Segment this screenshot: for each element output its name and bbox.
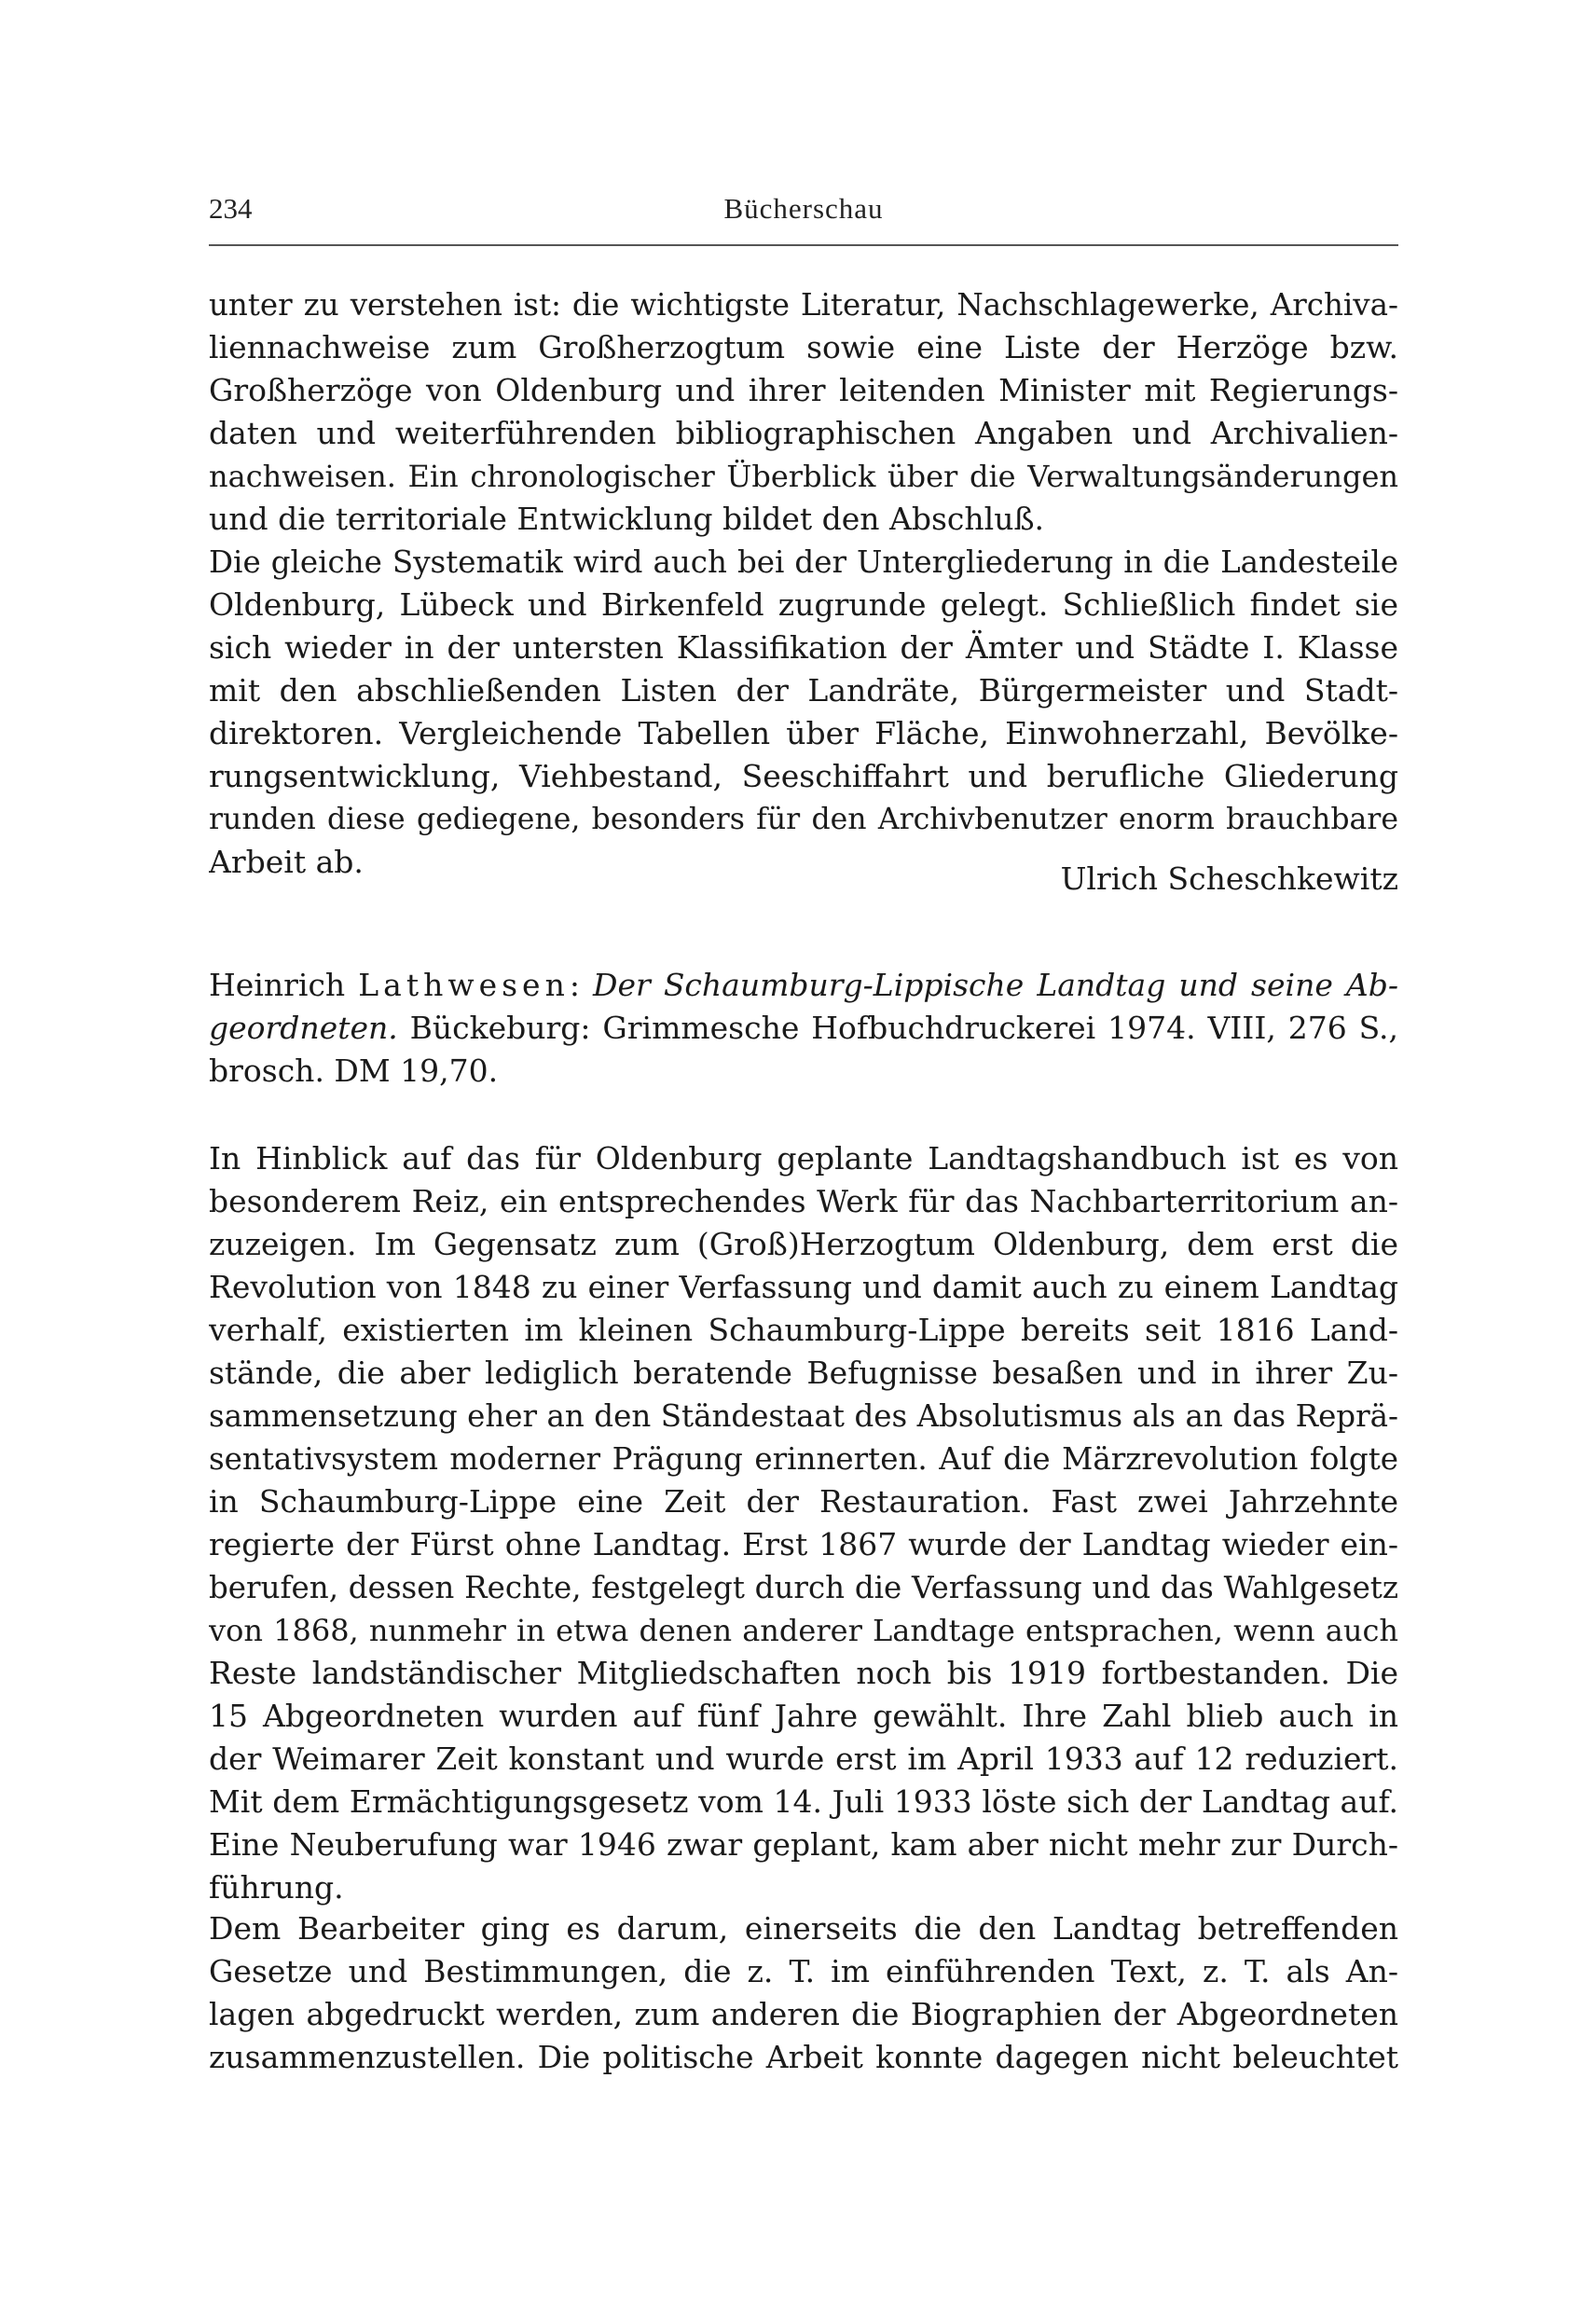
citation-author-last: Lathwesen bbox=[358, 967, 570, 1003]
review2-paragraph-1 bbox=[209, 1137, 1398, 1909]
text-line: In Hinblick auf das für Oldenburg geplante Landtagshandbuch ist es von bbox=[209, 1140, 1398, 1177]
text-line: Mit dem Ermächtigungsgesetz vom 14. Juli 1933 löste sich der Landtag auf. bbox=[209, 1783, 1398, 1820]
text-line: lagen abgedruckt werden, zum anderen die Biographien der Abgeordneten bbox=[209, 1996, 1398, 2032]
text-line: mit den abschließenden Listen der Landräte, Bürgermeister und Stadt- bbox=[209, 672, 1398, 709]
text-line: unter zu verstehen ist: die wichtigste Literatur, Nachschlagewerke, Archiva- bbox=[209, 287, 1398, 323]
citation-author-first: Heinrich bbox=[209, 967, 359, 1003]
text-line: rungsentwicklung, Viehbestand, Seeschiffahrt und berufliche Gliederung bbox=[209, 758, 1398, 794]
text-line: führung. bbox=[209, 1869, 344, 1906]
citation-line-2 bbox=[209, 1007, 1398, 1050]
text-line: Arbeit ab. bbox=[209, 844, 364, 880]
text-line: von 1868, nunmehr in etwa denen anderer Landtage entsprachen, wenn auch bbox=[209, 1613, 1398, 1648]
text-line: daten und weiterführenden bibliographischen Angaben und Archivalien- bbox=[209, 415, 1398, 451]
text-line: nachweisen. Ein chronologischer Überblick über die Verwaltungsänderungen bbox=[209, 459, 1398, 494]
text-line: runden diese gediegene, besonders für den Archivbenutzer enorm brauchbare bbox=[209, 803, 1398, 836]
text-line: verhalf, existierten im kleinen Schaumburg-Lippe bereits seit 1816 Land- bbox=[209, 1312, 1398, 1348]
citation-line-3: brosch. DM 19,70. bbox=[209, 1053, 499, 1089]
text-line: direktoren. Vergleichende Tabellen über Fläche, Einwohnerzahl, Bevölke- bbox=[209, 715, 1398, 751]
review2-paragraph-2 bbox=[209, 1907, 1398, 2079]
text-line: Die gleiche Systematik wird auch bei der Untergliederung in die Landesteile bbox=[209, 544, 1398, 580]
text-line: und die territoriale Entwicklung bildet den Abschluß. bbox=[209, 501, 1044, 537]
text-line: stände, die aber lediglich beratende Befugnisse besaßen und in ihrer Zu- bbox=[209, 1355, 1398, 1391]
text-line: Eine Neuberufung war 1946 zwar geplant, kam aber nicht mehr zur Durch- bbox=[209, 1826, 1398, 1863]
text-line: Gesetze und Bestimmungen, die z. T. im einführenden Text, z. T. als An- bbox=[209, 1953, 1398, 1989]
citation-line-1 bbox=[209, 964, 1398, 1007]
review1-text bbox=[209, 283, 1398, 884]
text-line: liennachweise zum Großherzogtum sowie eine Liste der Herzöge bzw. bbox=[209, 329, 1398, 365]
text-line: Dem Bearbeiter ging es darum, einerseits die den Landtag betreffenden bbox=[209, 1910, 1398, 1947]
text-line: sammensetzung eher an den Ständestaat des Absolutismus als an das Reprä- bbox=[209, 1398, 1398, 1434]
citation-publisher: Bückeburg: Grimmesche Hofbuchdruckerei 1974. VIII, 276 S., bbox=[397, 1010, 1398, 1046]
text-line: zusammenzustellen. Die politische Arbeit konnte dagegen nicht beleuchtet bbox=[209, 2039, 1398, 2075]
text-line: zuzeigen. Im Gegensatz zum (Groß)Herzogtum Oldenburg, dem erst die bbox=[209, 1226, 1398, 1262]
text-line: regierte der Fürst ohne Landtag. Erst 1867 wurde der Landtag wieder ein- bbox=[209, 1526, 1398, 1562]
running-title: Bücherschau bbox=[723, 192, 884, 225]
citation-colon: : bbox=[569, 967, 594, 1003]
text-line: der Weimarer Zeit konstant und wurde erst im April 1933 auf 12 reduziert. bbox=[209, 1741, 1398, 1777]
header-rule bbox=[209, 244, 1398, 246]
text-line: sentativsystem moderner Prägung erinnerten. Auf die Märzrevolution folgte bbox=[209, 1441, 1398, 1477]
text-line: Reste landständischer Mitgliedschaften noch bis 1919 fortbestanden. Die bbox=[209, 1655, 1398, 1691]
text-line: Revolution von 1848 zu einer Verfassung und damit auch zu einem Landtag bbox=[209, 1269, 1398, 1305]
text-line: besonderem Reiz, ein entsprechendes Werk für das Nachbarterritorium an- bbox=[209, 1183, 1398, 1219]
page-header bbox=[209, 192, 1398, 233]
book-citation bbox=[209, 964, 1398, 1093]
reviewer-signature: Ulrich Scheschkewitz bbox=[1060, 860, 1398, 897]
page-number: 234 bbox=[209, 192, 253, 225]
citation-title-part1: Der Schaumburg-Lippische Landtag und seine Ab- bbox=[593, 967, 1398, 1003]
text-line: Oldenburg, Lübeck und Birkenfeld zugrunde gelegt. Schließlich findet sie bbox=[209, 586, 1398, 623]
text-line: in Schaumburg-Lippe eine Zeit der Restauration. Fast zwei Jahrzehnte bbox=[209, 1483, 1398, 1520]
citation-title-part2: geordneten. bbox=[209, 1010, 398, 1046]
text-line: berufen, dessen Rechte, festgelegt durch die Verfassung und das Wahlgesetz bbox=[209, 1570, 1398, 1605]
text-line: 15 Abgeordneten wurden auf fünf Jahre gewählt. Ihre Zahl blieb auch in bbox=[209, 1698, 1398, 1734]
text-line: Großherzöge von Oldenburg und ihrer leitenden Minister mit Regierungs- bbox=[209, 372, 1398, 408]
text-line: sich wieder in der untersten Klassifikation der Ämter und Städte I. Klasse bbox=[209, 629, 1398, 666]
